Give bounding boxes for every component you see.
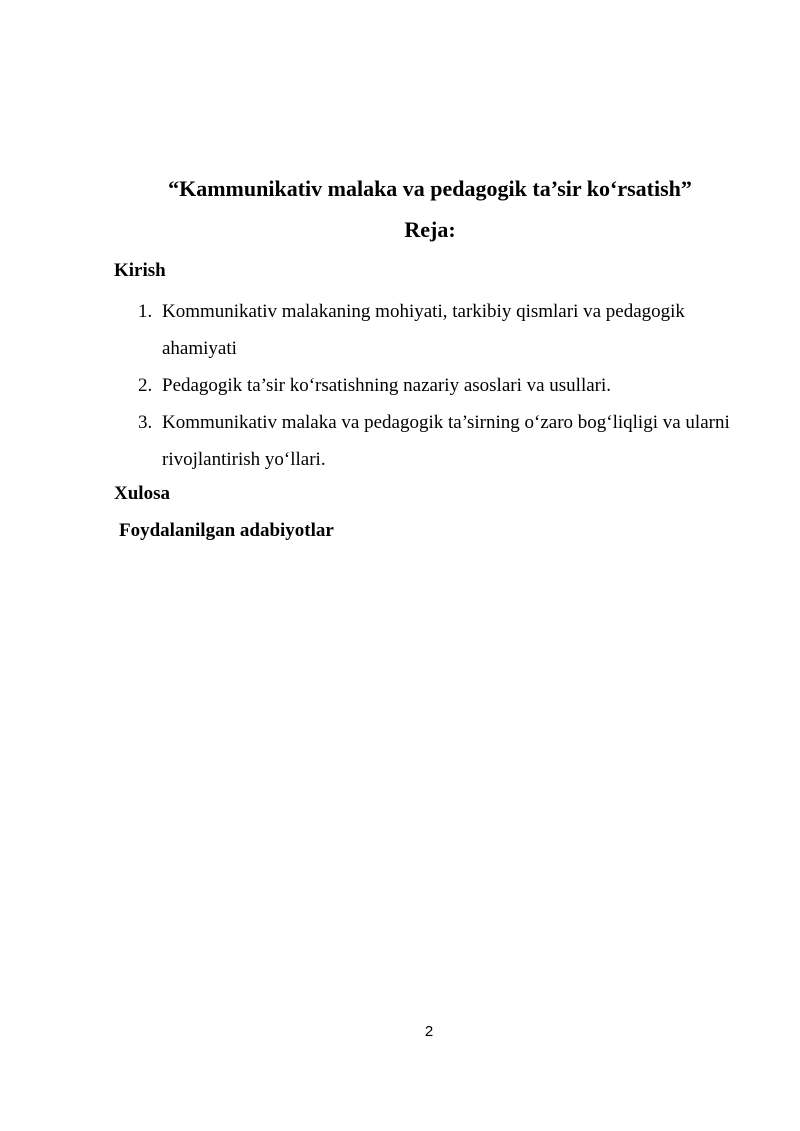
section-conclusion: Xulosa	[114, 483, 170, 504]
plan-item-number: 2.	[138, 375, 153, 396]
plan-list	[0, 293, 800, 478]
document-title: “Kammunikativ malaka va pedagogik ta’sir ko‘rsatish”	[168, 176, 692, 201]
plan-item-text: Kommunikativ malakaning mohiyati, tarkibiy qismlari va pedagogik ahamiyati	[162, 301, 685, 359]
plan-item-3	[0, 404, 742, 478]
page-number: 2	[424, 1023, 434, 1040]
plan-item-2	[0, 367, 742, 404]
plan-heading: Reja:	[404, 217, 456, 242]
plan-item-1	[0, 293, 742, 367]
plan-item-text: Pedagogik ta’sir ko‘rsatishning nazariy asoslari va usullari.	[162, 375, 612, 396]
section-intro: Kirish	[114, 260, 166, 281]
plan-item-number: 1.	[138, 301, 153, 322]
plan-item-text: Kommunikativ malaka va pedagogik ta’sirning o‘zaro bog‘liqligi va ularni rivojlantirish yo‘llari.	[162, 412, 730, 470]
plan-item-number: 3.	[138, 412, 153, 433]
section-references: Foydalanilgan adabiyotlar	[119, 520, 334, 541]
